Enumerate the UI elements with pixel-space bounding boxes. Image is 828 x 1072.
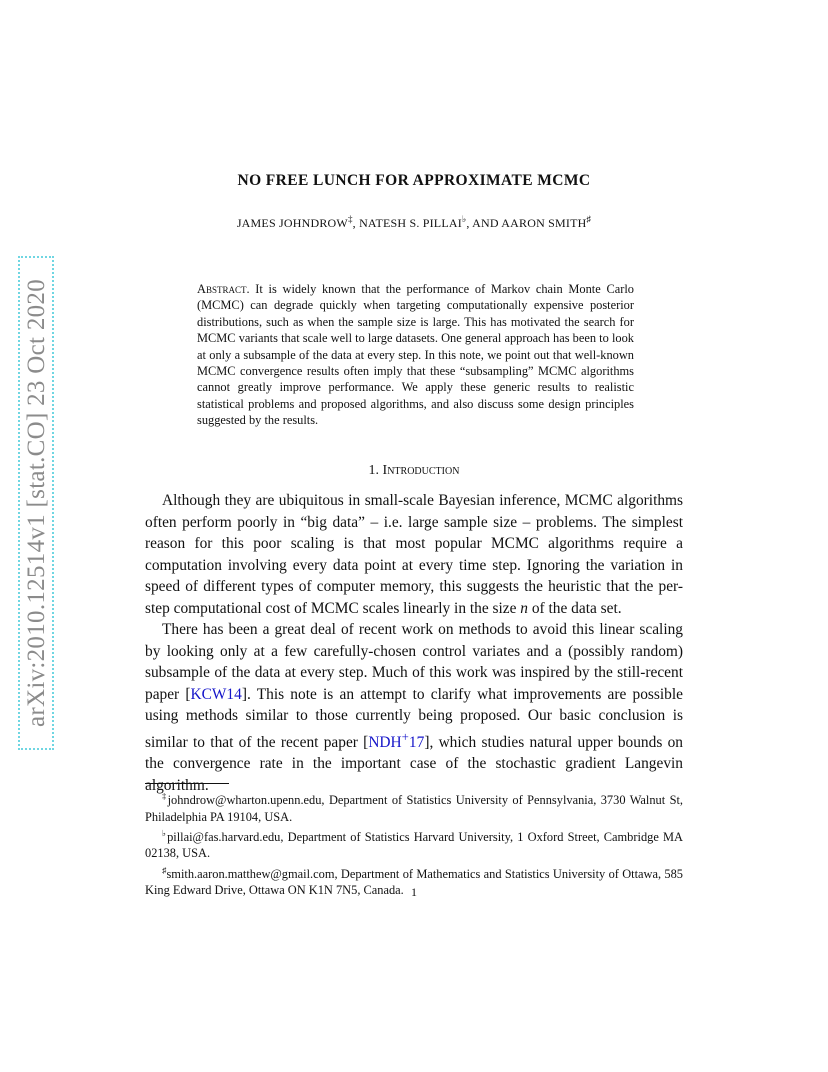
citation-link[interactable]: KCW14 — [190, 685, 242, 703]
paragraph-text: ]. This note is an attempt to clarify what improvements are possible using methods similar to those currently being proposed. Our basic conclusion is similar to that of the recent paper [ — [145, 685, 683, 751]
section-number: 1. — [368, 463, 380, 478]
author-affiliation-mark: ‡ — [347, 214, 353, 224]
footnote-mark: ♯ — [162, 864, 167, 875]
footnote-text: johndrow@wharton.upenn.edu, Department of Statistics University of Pennsylvania, 3730 Walnut St, Philadelphia PA 19104, USA. — [145, 793, 684, 824]
section-heading — [0, 463, 828, 479]
author-affiliation-mark: ♭ — [461, 214, 467, 224]
citation-link[interactable] — [368, 729, 425, 751]
footnote-rule — [145, 783, 229, 784]
paragraph — [145, 619, 683, 796]
author-name: NATESH S. PILLAI — [359, 216, 462, 230]
body-text — [145, 490, 683, 796]
citation-superscript: + — [401, 729, 409, 744]
page-number: 1 — [411, 885, 417, 899]
section-title: Introduction — [382, 463, 460, 478]
author-name: JAMES JOHNDROW — [236, 216, 348, 230]
abstract-label: Abstract. — [197, 282, 250, 296]
author-name: AARON SMITH — [501, 216, 587, 230]
paragraph-text: ], which studies natural upper bounds on the convergence rate in the important case of the stochastic gradient Langevin algorithm. — [145, 733, 683, 794]
citation-year: 17 — [408, 733, 425, 751]
paragraph-text: of the data set. — [531, 599, 622, 617]
footnote-text: smith.aaron.matthew@gmail.com, Department of Mathematics and Statistics University of Ottawa, 585 King Edward Drive, Ottawa ON K1N 7N5, Canada. — [145, 867, 683, 898]
footnote — [145, 825, 683, 862]
author-list — [0, 214, 828, 231]
footnote — [145, 788, 683, 825]
footnotes — [145, 788, 683, 899]
paper-title: NO FREE LUNCH FOR APPROXIMATE MCMC — [237, 172, 591, 189]
author-separator: , AND — [466, 216, 502, 230]
paragraph-text: Although they are ubiquitous in small-scale Bayesian inference, MCMC algorithms often perform poorly in “big data” – i.e. large sample size – problems. The simplest reason for this poor scaling is that most popular MCMC algorithms require a computation involving every data point at every time step. Ignoring the variation in speed of different types of computer memory, this suggests the heuristic that the per-step computational cost of MCMC scales linearly in the size — [145, 492, 683, 617]
author-separator: , — [352, 216, 360, 230]
arxiv-identifier: arXiv:2010.12514v1 [stat.CO] 23 Oct 2020 — [23, 278, 50, 728]
paragraph — [145, 490, 683, 619]
footnote-text: pillai@fas.harvard.edu, Department of Statistics Harvard University, 1 Oxford Street, Cambridge MA 02138, USA. — [145, 830, 683, 861]
author-affiliation-mark: ♯ — [586, 214, 592, 224]
citation-key: NDH — [368, 733, 402, 751]
abstract-text: It is widely known that the performance of Markov chain Monte Carlo (MCMC) can degrade quickly when targeting computationally expensive posterior distributions, such as when the sample size is large. This has motivated the search for MCMC variants that scale well to large datasets. One general approach has been to look at only a subsample of the data at every step. In this note, we point out that well-known MCMC convergence results often imply that these “subsampling” MCMC algorithms cannot greatly improve performance. We apply these generic results to realistic statistical problems and proposed algorithms, and also discuss some design principles suggested by the results. — [197, 282, 634, 428]
math-symbol: n — [520, 599, 528, 617]
footnote-mark: ♭ — [162, 827, 168, 838]
abstract — [197, 281, 634, 429]
footnote-mark: ‡ — [162, 791, 168, 801]
paragraph-text: There has been a great deal of recent work on methods to avoid this linear scaling by looking only at a few carefully-chosen control variates and a (possibly random) subsample of the data at every step. Much of this work was inspired by the still-recent paper [ — [145, 621, 683, 703]
